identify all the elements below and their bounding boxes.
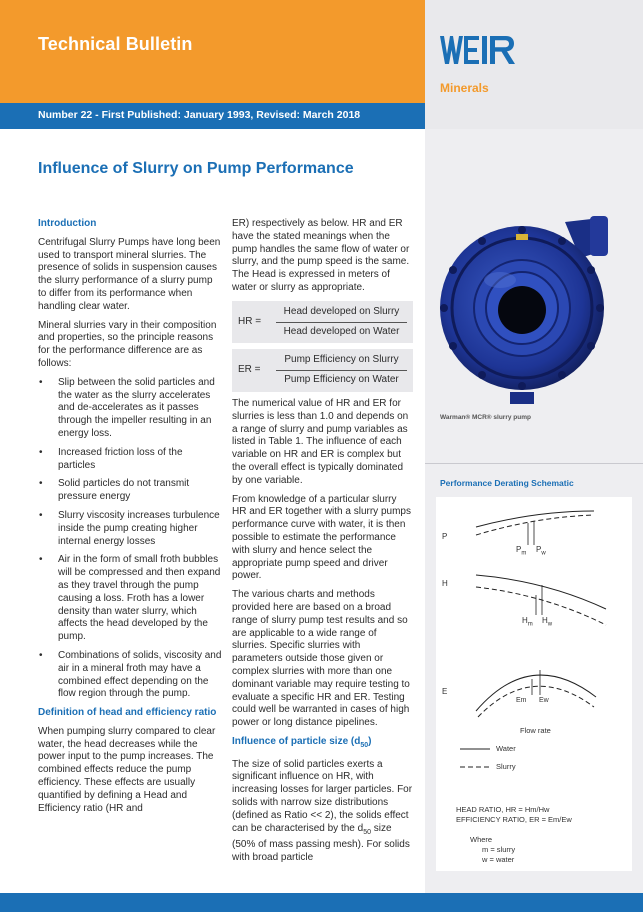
legend-slurry-label: Slurry: [496, 762, 516, 771]
head-water-curve: [476, 575, 606, 609]
brand-panel: [425, 0, 643, 103]
legend-water-label: Water: [496, 744, 516, 753]
list-item: • Slurry viscosity increases turbulence inside the pump creating higher internal energy losses: [38, 510, 222, 548]
reasons-list: [38, 377, 222, 701]
bulletin-info-bar: [0, 103, 425, 129]
particle-size-paragraph: The size of solid particles exerts a significant influence on HR, with increasing losses for larger particles. For solids with narrow size distributions (defined as Ratio << 2), the solids effect can be characterised by the $d_{50}$ size (50% of mass passing mesh). For solids with broad particle: [232, 758, 413, 864]
intro-heading: Introduction: [38, 218, 97, 229]
efficiency-water-curve: [476, 675, 596, 711]
bulletin-title: Technical Bulletin: [38, 34, 193, 54]
hr-label: HR =: [238, 315, 262, 327]
ew-label: Ew: [539, 697, 549, 704]
sidebar-divider: [425, 463, 643, 464]
charts-methods-paragraph: The various charts and methods provided here are based on a broad range of slurry pump test results and so are applicable to a wide range of slurries. Specific slurries with parameters outside those given or complex slurries with more than one dominant variable may require testing to evaluate a specific HR and ER. Testing could well be warranted in cases of high power or long distance pipelines.: [232, 589, 410, 729]
p-axis-label: P: [442, 532, 448, 541]
water-definition: w = water: [482, 855, 515, 864]
definition-paragraph: When pumping slurry compared to clear water, the head decreases while the power input to the pump increases. The combined effects reduce the pump efficiency. These effects are usually quantified by defining a Head and Efficiency ratio (HR and: [38, 725, 216, 814]
pump-caption: Warman® MCR® slurry pump: [440, 414, 531, 421]
slurry-definition: m = slurry: [482, 845, 516, 854]
power-slurry-curve: [476, 515, 594, 535]
list-item: • Solid particles do not transmit pressure energy: [38, 478, 222, 504]
er-numerator: Pump Efficiency on Slurry: [276, 354, 407, 371]
hw-label: $H_w$: [542, 616, 553, 628]
head-ratio-definition: HEAD RATIO, HR = Hm/Hw: [456, 805, 550, 814]
flow-rate-label: Flow rate: [520, 726, 551, 735]
list-item: • Increased friction loss of the particles: [38, 447, 222, 473]
h-axis-label: H: [442, 579, 448, 588]
em-label: Em: [516, 697, 527, 704]
e-axis-label: E: [442, 687, 448, 696]
footer-bar: [0, 893, 643, 912]
weir-logo-icon: [440, 36, 518, 64]
hr-equation: [232, 301, 413, 344]
hm-label: $H_m$: [522, 616, 533, 628]
list-item: • Slip between the solid particles and the water as the slurry accelerates and de-accelerates as it passes through the impeller resulting in an energy loss.: [38, 377, 222, 441]
hr-numerator: Head developed on Slurry: [276, 306, 407, 323]
numerical-value-paragraph: The numerical value of HR and ER for slurries is less than 1.0 and depends on a range of slurry and pump variables as listed in Table 1. The influence of each variable on HR and ER is complex but the overall effect is typically dominated by one variable.: [232, 397, 409, 486]
header-banner: [0, 0, 425, 103]
efficiency-slurry-curve: [478, 686, 594, 717]
list-item: • Air in the form of small froth bubbles will be compressed and then expand as they travel through the pump causing a loss. Froth has a lower density than water slurry, which affects the head developed by the pump.: [38, 554, 222, 644]
er-label: ER =: [238, 364, 261, 376]
info-bar-grey: [425, 103, 643, 129]
document-title: Influence of Slurry on Pump Performance: [38, 160, 354, 177]
definition-heading: Definition of head and efficiency ratio: [38, 707, 217, 719]
hr-denominator: Head developed on Water: [283, 325, 400, 337]
intro-paragraph-2: Mineral slurries vary in their composition and properties, so the principle reasons for the performance difference are as follows:: [38, 319, 217, 369]
division-label: Minerals: [440, 81, 489, 95]
text-column-1: [38, 218, 222, 821]
text-column-2: [232, 218, 413, 871]
efficiency-ratio-definition: EFFICIENCY RATIO, ER = Em/Ew: [456, 815, 572, 824]
pm-label: $P_m$: [516, 545, 527, 557]
er-denominator: Pump Efficiency on Water: [284, 374, 399, 386]
head-slurry-curve: [476, 587, 606, 625]
derating-schematic: [436, 497, 632, 871]
er-equation: [232, 349, 413, 392]
intro-paragraph-1: Centrifugal Slurry Pumps have long been used to transport mineral slurries. The presence of solids in suspension causes the slurry performance of a slurry pump to differ from its performance when handling clear water.: [38, 236, 221, 312]
slurry-pump-image: [440, 210, 610, 405]
knowledge-paragraph: From knowledge of a particular slurry HR and ER together with a slurry pumps performance curve with water, it is then possible to estimate the performance with slurry and hence select the appropriate pump speed and driver power.: [232, 493, 411, 582]
schematic-title: Performance Derating Schematic: [440, 478, 574, 488]
list-item: • Combinations of solids, viscosity and air in a mineral froth may have a combined effect depending on the flow region through the pump.: [38, 650, 222, 701]
particle-size-heading: Influence of particle size $(d_{50})$: [232, 735, 372, 749]
pw-label: $P_w$: [536, 545, 546, 557]
where-label: Where: [470, 835, 493, 844]
bulletin-info: Number 22 - First Published: January 1993, Revised: March 2018: [38, 109, 361, 121]
power-water-curve: [476, 511, 594, 527]
ratio-paragraph: ER) respectively as below. HR and ER have the stated meanings when the pump handles the same flow of water or slurry, and the pump speed is the same. The Head is expressed in meters of water or slurry as appropriate.: [232, 218, 410, 293]
